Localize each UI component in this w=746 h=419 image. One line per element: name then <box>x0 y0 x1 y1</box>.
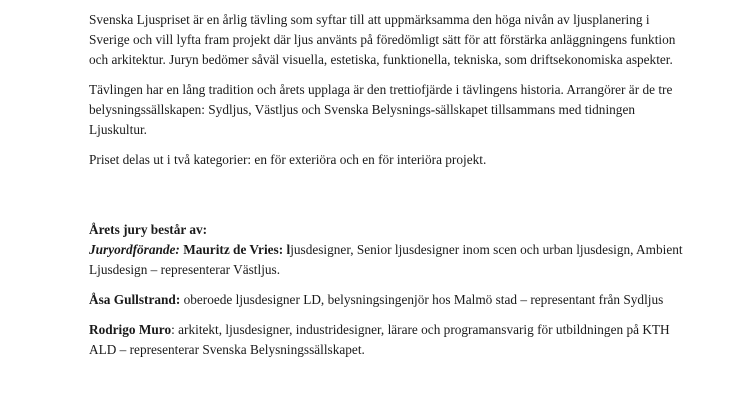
jury-member-entry <box>89 320 689 360</box>
jury-chair-description: jusdesigner, Senior ljusdesigner inom scen och urban ljusdesign, Ambient Ljusdesign – representerar Västljus. <box>89 242 683 277</box>
jury-chair-entry <box>89 240 689 280</box>
jury-member-entry <box>89 290 689 310</box>
jury-member-name: Rodrigo Muro <box>89 322 172 337</box>
intro-paragraph-2: Tävlingen har en lång tradition och årets upplaga är den trettiofjärde i tävlingens historia. Arrangörer är de tre belysningssällskapen: Sydljus, Västljus och Svenska Belysnings-sällskapet tillsammans med tidningen Ljuskultur. <box>89 82 673 137</box>
jury-chair-initial: l <box>286 242 291 257</box>
intro-paragraph-1: Svenska Ljuspriset är en årlig tävling som syftar till att uppmärksamma den höga nivån av ljusplanering i Sverige och vill lyfta fram projekt där ljus använts på föredömligt sätt för att förstärka anläggningens funktion och arkitektur. Juryn bedömer såväl visuella, estetiska, funktionella, tekniska, som driftsekonomiska aspekter. <box>89 12 676 67</box>
jury-chair-name: Mauritz de Vries: <box>183 242 284 257</box>
jury-chair-role: Juryordförande: <box>89 242 180 257</box>
jury-heading: Årets jury består av: <box>89 222 208 237</box>
jury-member-description: oberoede ljusdesigner LD, belysningsingenjör hos Malmö stad – representant från Sydljus <box>183 292 664 307</box>
section-spacer <box>89 180 689 220</box>
document-page <box>89 10 689 370</box>
jury-member-name: Åsa Gullstrand: <box>89 292 181 307</box>
jury-member-description: : arkitekt, ljusdesigner, industridesigner, lärare och programansvarig för utbildningen på KTH ALD – representerar Svenska Belysningssällskapet. <box>89 322 670 357</box>
intro-paragraph-3: Priset delas ut i två kategorier: en för exteriöra och en för interiöra projekt. <box>89 152 487 167</box>
